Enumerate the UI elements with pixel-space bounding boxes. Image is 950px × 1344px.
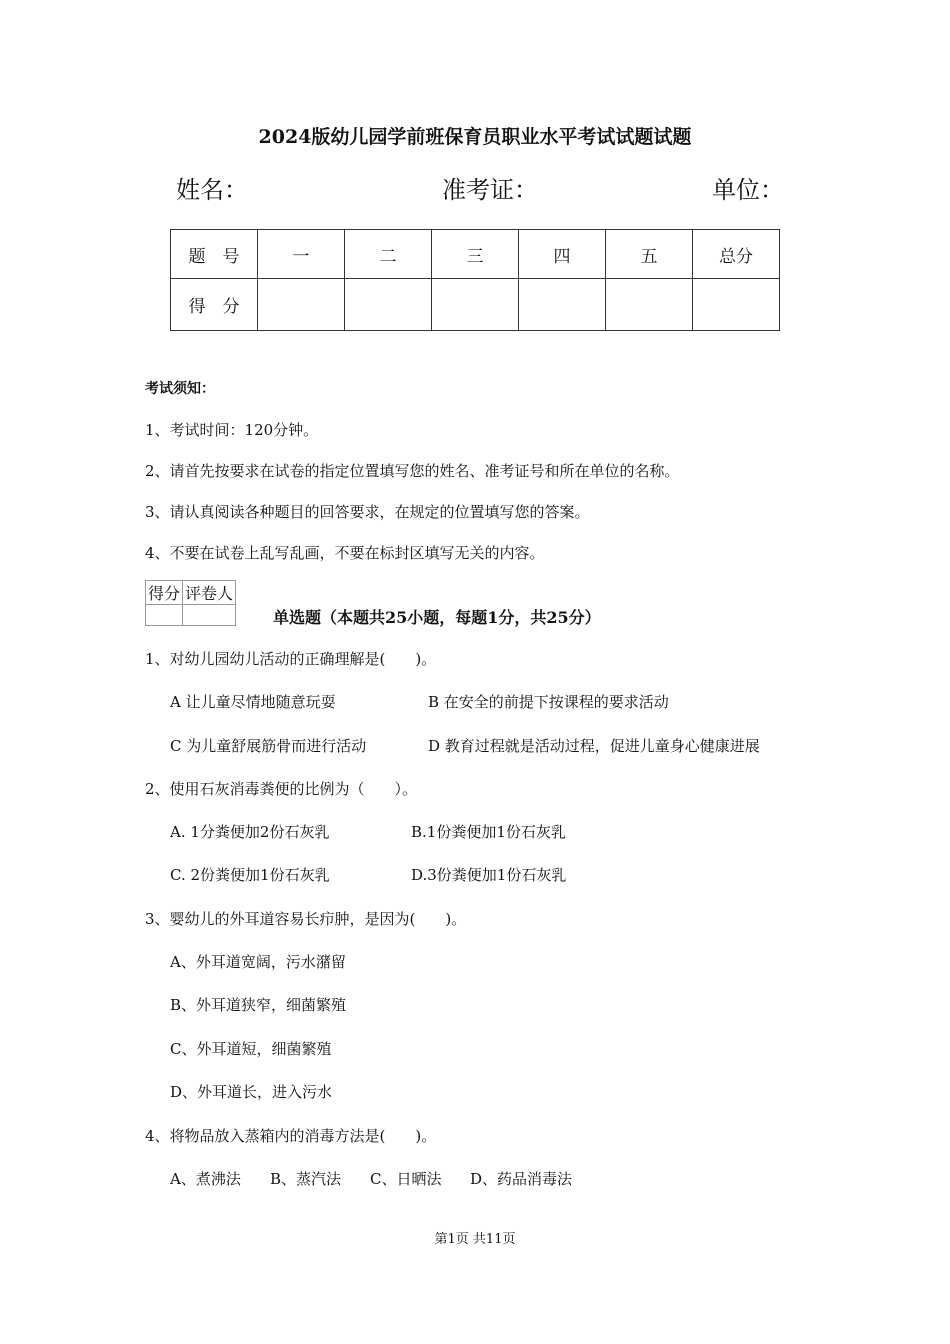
score-row-label: 得 分 [171, 279, 258, 331]
question-option[interactable]: C 为儿童舒展筋骨而进行活动 [170, 737, 367, 755]
question-stem: 2、使用石灰消毒粪便的比例为（ ）。 [145, 780, 418, 798]
score-table-header-row [171, 230, 780, 279]
question-stem: 4、将物品放入蒸箱内的消毒方法是( )。 [145, 1127, 437, 1145]
grader-box [145, 580, 236, 626]
question-option[interactable]: D、药品消毒法 [470, 1170, 573, 1188]
header-cell-5: 五 [606, 230, 693, 279]
question-option[interactable]: D 教育过程就是活动过程，促进儿童身心健康进展 [428, 737, 760, 755]
question-option[interactable]: A 让儿童尽情地随意玩耍 [170, 693, 336, 711]
grader-score-label: 得分 [146, 581, 183, 605]
question-option[interactable]: B.1份粪便加1份石灰乳 [411, 823, 566, 841]
question-option[interactable]: C、外耳道短，细菌繁殖 [170, 1040, 332, 1058]
notice-item: 4、不要在试卷上乱写乱画，不要在标封区填写无关的内容。 [145, 544, 545, 562]
exam-title: 2024版幼儿园学前班保育员职业水平考试试题试题 [258, 126, 692, 148]
name-label: 姓名： [176, 176, 248, 204]
question-option[interactable]: A. 1分粪便加2份石灰乳 [170, 823, 330, 841]
header-cell-label: 题 号 [171, 230, 258, 279]
header-cell-1: 一 [258, 230, 345, 279]
notice-title: 考试须知： [145, 381, 215, 397]
question-stem: 3、婴幼儿的外耳道容易长疖肿，是因为( )。 [145, 910, 467, 928]
question-option[interactable]: B、外耳道狭窄，细菌繁殖 [170, 996, 347, 1014]
question-option[interactable]: D.3份粪便加1份石灰乳 [411, 866, 567, 884]
question-option[interactable]: A、煮沸法 [170, 1170, 241, 1188]
notice-item: 3、请认真阅读各种题目的回答要求，在规定的位置填写您的答案。 [145, 503, 590, 521]
unit-label: 单位： [712, 176, 784, 204]
notice-item: 2、请首先按要求在试卷的指定位置填写您的姓名、准考证号和所在单位的名称。 [145, 462, 680, 480]
score-cell-total[interactable] [693, 279, 780, 331]
score-cell-2[interactable] [345, 279, 432, 331]
header-cell-3: 三 [432, 230, 519, 279]
grader-reviewer-cell[interactable] [183, 605, 236, 626]
section-title: 单选题（本题共25小题，每题1分，共25分） [273, 608, 601, 627]
question-option[interactable]: C. 2份粪便加1份石灰乳 [170, 866, 330, 884]
header-cell-4: 四 [519, 230, 606, 279]
score-table-score-row [171, 279, 780, 331]
question-option[interactable]: B、蒸汽法 [270, 1170, 342, 1188]
page-footer: 第1页 共11页 [434, 1232, 516, 1247]
score-cell-1[interactable] [258, 279, 345, 331]
question-option[interactable]: C、日晒法 [370, 1170, 442, 1188]
question-option[interactable]: A、外耳道宽阔，污水潴留 [170, 953, 346, 971]
grader-score-cell[interactable] [146, 605, 183, 626]
score-cell-4[interactable] [519, 279, 606, 331]
score-table [170, 229, 780, 331]
notice-item: 1、考试时间：120分钟。 [145, 421, 319, 439]
grader-reviewer-label: 评卷人 [183, 581, 236, 605]
question-option[interactable]: D、外耳道长，进入污水 [170, 1083, 333, 1101]
header-cell-2: 二 [345, 230, 432, 279]
header-cell-total: 总分 [693, 230, 780, 279]
question-option[interactable]: B 在安全的前提下按课程的要求活动 [428, 693, 669, 711]
question-stem: 1、对幼儿园幼儿活动的正确理解是( )。 [145, 650, 437, 668]
score-cell-3[interactable] [432, 279, 519, 331]
score-cell-5[interactable] [606, 279, 693, 331]
exam-id-label: 准考证： [442, 176, 538, 204]
